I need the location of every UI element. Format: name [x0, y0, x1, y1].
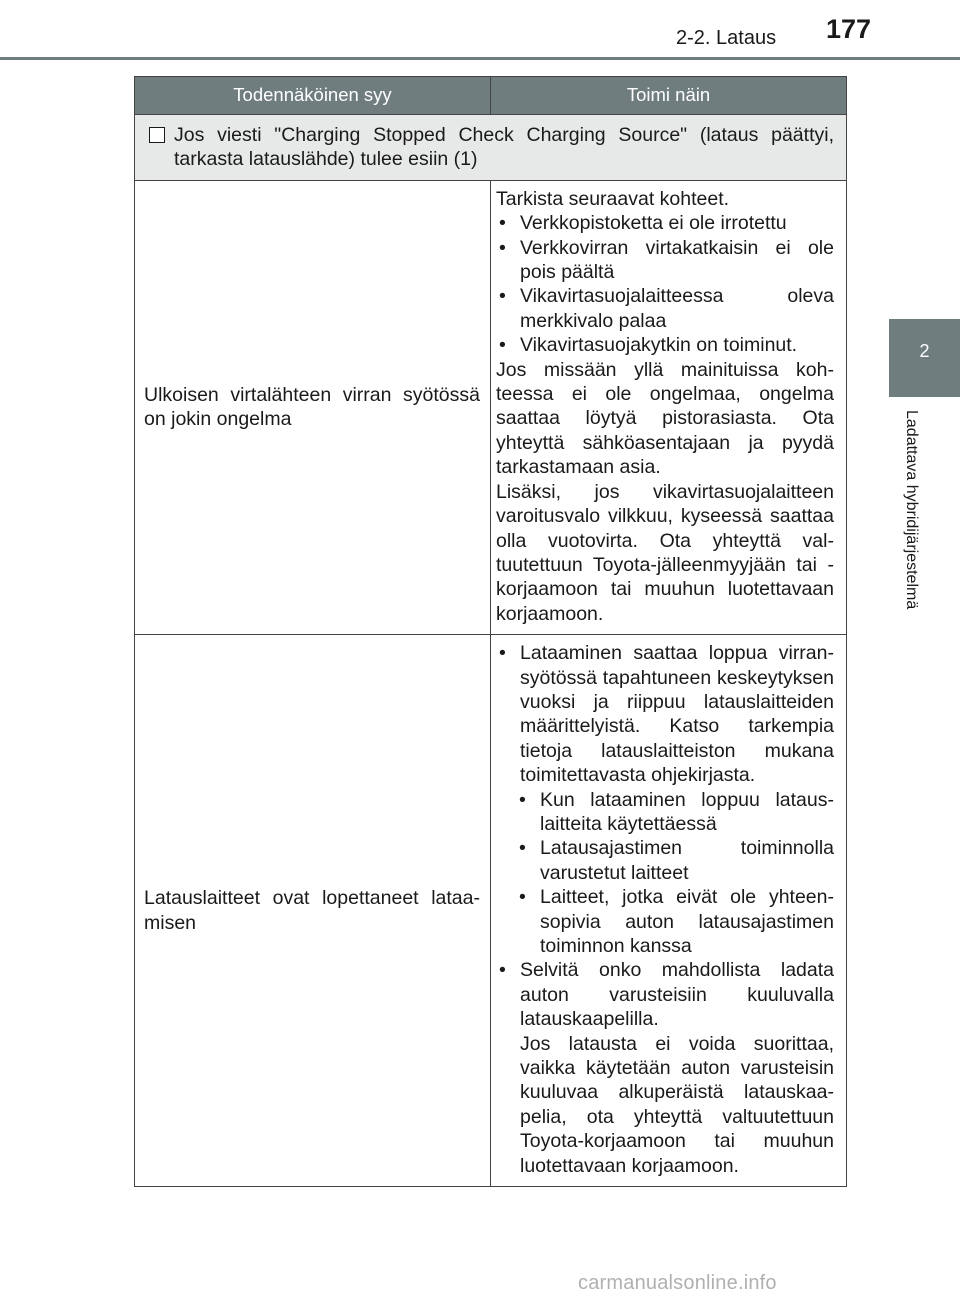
sub-list-item: • Laitteet, jotka eivät ole yhteensopivia auton latausajastimen toiminnon kanssa — [496, 885, 834, 958]
table-row — [135, 180, 847, 634]
troubleshooting-table — [134, 76, 847, 1187]
bullet-icon: • — [499, 642, 506, 665]
column-header-cause: Todennäköinen syy — [135, 77, 491, 115]
bullet-icon: • — [499, 285, 506, 308]
list-item: • Verkkovirran virtakatkaisin ei ole pois päältä — [496, 236, 834, 285]
table-row — [135, 635, 847, 1187]
column-header-action: Toimi näin — [491, 77, 847, 115]
list-item: • Vikavirtasuojakytkin on toiminut. — [496, 333, 834, 357]
sub-list-item: • Kun lataaminen loppuu latauslaitteita käytettäessä — [496, 788, 834, 837]
page-number: 177 — [826, 14, 872, 44]
list-item: • Lataaminen saattaa loppua virransyötössä tapahtuneen keskeytyksen vuoksi ja riippuu latauslaitteiden määrittelyistä. Katso tarkempia tietoja latauslaitteiston mukana toimitettavasta ohjekirjasta. — [496, 641, 834, 787]
action-paragraph: Jos missään yllä mainituissa kohteessa ei ole ongelmaa, ongelma saattaa löytyä pistorasiasta. Ota yhteyttä sähköasentajaan ja pyydä tarkastamaan asia. — [496, 358, 834, 479]
header-divider — [0, 57, 960, 60]
chapter-tab — [889, 319, 960, 397]
checkbox-icon — [149, 127, 165, 143]
table-header-row — [135, 77, 847, 115]
bullet-icon: • — [519, 837, 526, 860]
condition-row — [135, 115, 847, 181]
list-item: • Vikavirtasuojalaitteessa oleva merkkivalo palaa — [496, 284, 834, 333]
action-paragraph: Jos latausta ei voida suorittaa, vaikka käytetään auton varusteisin kuuluvaa alkuperäistä latauskaapelia, ota yhteyttä valtuutettuun Toyota-korjaamoon tai muuhun luotettavaan korjaamoon. — [520, 1032, 834, 1177]
bullet-icon: • — [499, 236, 506, 259]
sub-list-item: • Latausajastimen toiminnolla varustetut laitteet — [496, 836, 834, 885]
bullet-icon: • — [519, 886, 526, 909]
chapter-label: Ladattava hybridijärjestelmä — [903, 410, 920, 610]
bullet-icon: • — [519, 788, 526, 811]
cause-cell: Latauslaitteet ovat lopettaneet lataamisen — [135, 635, 491, 1187]
action-paragraph: Lisäksi, jos vikavirtasuojalaitteen varoitusvalo vilkkuu, kyseessä saattaa olla vuotovirta. Ota yhteyttä valtuutettuun Toyota-jälleenmyyjään tai -korjaamoon tai muuhun luotettavaan korjaamoon. — [496, 480, 834, 625]
bullet-icon: • — [499, 212, 506, 235]
action-cell — [491, 180, 847, 634]
action-intro: Tarkista seuraavat kohteet. — [496, 187, 730, 210]
list-item: • Verkkopistoketta ei ole irrotettu — [496, 211, 834, 235]
action-cell — [491, 635, 847, 1187]
condition-text: Jos viesti "Charging Stopped Check Charging Source" (lataus päättyi, tarkasta latauslähde) tulee esiin (1) — [174, 124, 834, 171]
watermark: carmanualsonline.info — [578, 1272, 777, 1294]
list-item: • Selvitä onko mahdollista ladata auton varusteisiin kuuluvalla latauskaapelilla. — [496, 958, 834, 1031]
chapter-number: 2 — [919, 341, 930, 361]
condition-cell — [135, 115, 847, 181]
section-title: 2-2. Lataus — [676, 27, 777, 49]
bullet-icon: • — [499, 959, 506, 982]
bullet-icon: • — [499, 334, 506, 357]
cause-cell: Ulkoisen virtalähteen virran syötössä on jokin ongelma — [135, 180, 491, 634]
